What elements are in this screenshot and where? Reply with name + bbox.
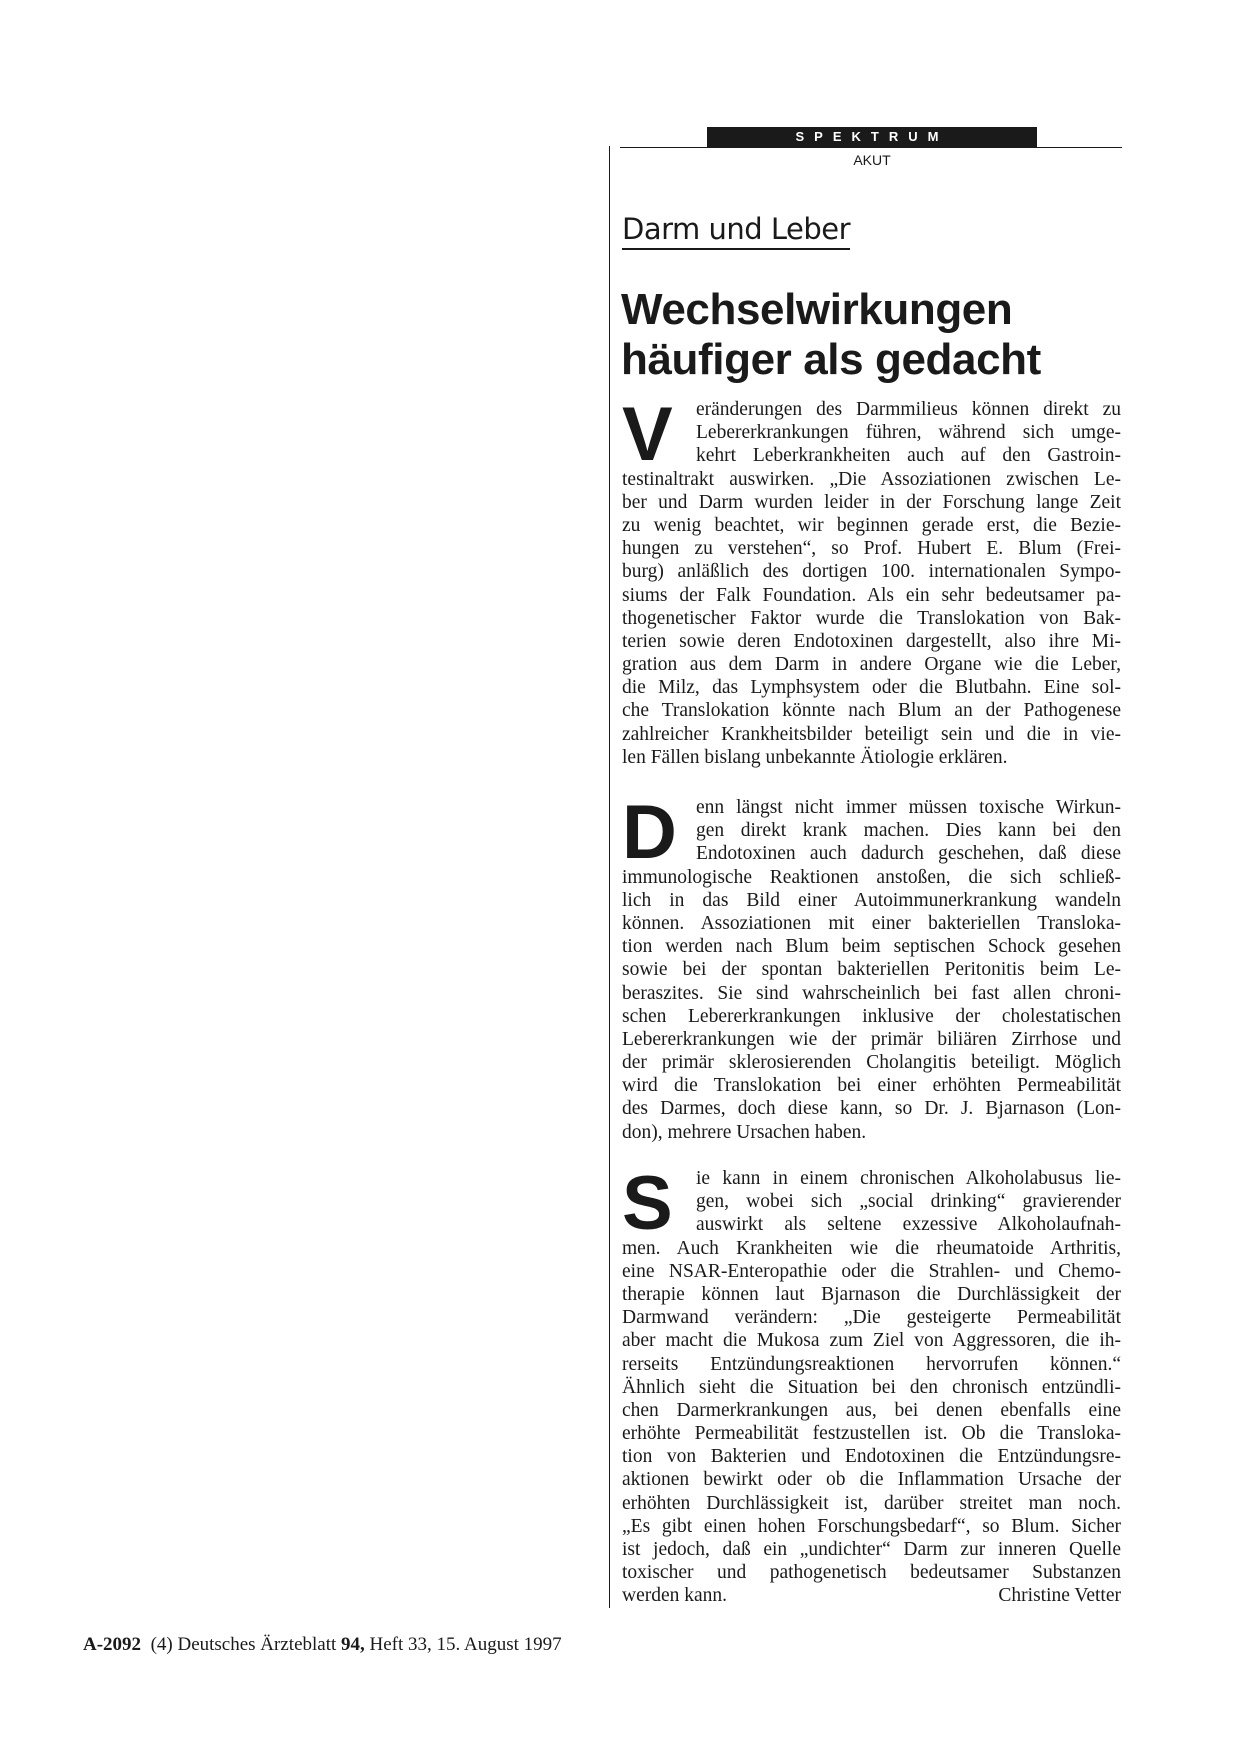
page-number: (4) — [150, 1634, 173, 1655]
paragraph-2 — [622, 790, 1121, 1144]
text-line: don), mehrere Ursachen haben. — [622, 1121, 867, 1143]
text-line: testinaltrakt auswirken. „Die Assoziationen zwischen Le- — [622, 468, 1121, 490]
headline-line: Wechselwirkungen — [621, 285, 1013, 334]
text-line: Lebererkrankungen wie der primär biliären Zirrhose und — [622, 1028, 1121, 1050]
text-line: rerseits Entzündungsreaktionen hervorrufen können.“ — [622, 1353, 1121, 1375]
text-line: zahlreicher Krankheitsbilder beteiligt sein und die in vie- — [622, 723, 1121, 745]
drop-cap: S — [622, 1161, 673, 1246]
text-line: aktionen bewirkt oder ob die Inflammation Ursache der — [622, 1469, 1121, 1491]
headline-line: häufiger als gedacht — [621, 335, 1041, 384]
journal-name: Deutsches Ärzteblatt — [177, 1634, 337, 1655]
closing-line — [622, 1584, 1121, 1607]
text-line: therapie können laut Bjarnason die Durchlässigkeit der — [622, 1283, 1121, 1305]
text-line: werden kann. — [622, 1585, 728, 1607]
paragraph-1 — [622, 392, 1121, 769]
text-line: terien sowie deren Endotoxinen dargestellt, also ihre Mi- — [622, 630, 1121, 652]
text-line: tion werden nach Blum beim septischen Schock gesehen — [622, 936, 1121, 958]
text-line: siums der Falk Foundation. Als ein sehr bedeutsamer pa- — [622, 584, 1121, 606]
journal-volume: 94, — [341, 1634, 365, 1655]
text-line: schen Lebererkrankungen inklusive der cholestatischen — [622, 1005, 1121, 1027]
page-code: A-2092 — [83, 1634, 142, 1655]
text-line: kehrt Leberkrankheiten auch auf den Gastroin- — [696, 445, 1121, 467]
paragraph-3 — [622, 1161, 1121, 1608]
text-line: lich in das Bild einer Autoimmunerkrankung wandeln — [622, 889, 1121, 911]
text-line: tion von Bakterien und Endotoxinen die Entzündungsre- — [622, 1446, 1121, 1468]
text-line: „Es gibt einen hohen Forschungsbedarf“, so Blum. Sicher — [622, 1515, 1121, 1537]
page-footer — [83, 1634, 562, 1656]
text-line: gen direkt krank machen. Dies kann bei den — [696, 820, 1121, 842]
subsection-label: AKUT — [853, 152, 891, 168]
text-line: hungen zu verstehen“, so Prof. Hubert E. Blum (Frei- — [622, 538, 1121, 560]
text-line: chen Darmerkrankungen aus, bei denen ebenfalls eine — [622, 1399, 1121, 1421]
text-line: erhöhte Permeabilität festzustellen ist. Ob die Transloka- — [622, 1423, 1121, 1445]
text-line: men. Auch Krankheiten wie die rheumatoide Arthritis, — [622, 1237, 1121, 1259]
text-line: ist jedoch, daß ein „undichter“ Darm zur inneren Quelle — [622, 1539, 1121, 1560]
text-line: gration aus dem Darm in andere Organe wie die Leber, — [622, 654, 1121, 676]
text-line: zu wenig beachtet, wir beginnen gerade erst, die Bezie- — [622, 514, 1121, 536]
text-line: eine NSAR-Enteropathie oder die Strahlen- und Chemo- — [622, 1260, 1121, 1282]
text-line: immunologische Reaktionen anstoßen, die sich schließ- — [622, 866, 1121, 888]
text-line: Endotoxinen auch dadurch geschehen, daß diese — [696, 843, 1121, 865]
text-line: enn längst nicht immer müssen toxische Wirkun- — [696, 797, 1121, 818]
issue-date: Heft 33, 15. August 1997 — [369, 1634, 562, 1655]
text-line: gen, wobei sich „social drinking“ gravierender — [696, 1191, 1121, 1213]
text-line: aber macht die Mukosa zum Ziel von Aggressoren, die ih- — [622, 1330, 1121, 1352]
text-line: toxischer und pathogenetisch bedeutsamer Substanzen — [622, 1562, 1121, 1584]
article-kicker: Darm und Leber — [622, 212, 850, 250]
section-header — [620, 127, 1122, 171]
text-line: sowie bei der spontan bakteriellen Peritonitis beim Le- — [622, 959, 1121, 981]
text-line: Ähnlich sieht die Situation bei den chronisch entzündli- — [622, 1376, 1121, 1398]
section-label: SPEKTRUM — [707, 127, 1037, 147]
author-name: Christine Vetter — [998, 1585, 1121, 1607]
text-line: ie kann in einem chronischen Alkoholabusus lie- — [696, 1168, 1121, 1189]
text-line: Lebererkrankungen führen, während sich umge- — [696, 422, 1121, 444]
column-rule — [609, 146, 610, 1608]
text-line: des Darmes, doch diese kann, so Dr. J. Bjarnason (Lon- — [622, 1098, 1121, 1120]
text-line: len Fällen bislang unbekannte Ätiologie erklären. — [622, 746, 1008, 768]
text-line: auswirkt als seltene exzessive Alkoholaufnah- — [696, 1214, 1121, 1236]
text-line: ber und Darm wurden leider in der Forschung lange Zeit — [622, 491, 1121, 513]
text-line: Darmwand verändern: „Die gesteigerte Permeabilität — [622, 1307, 1121, 1329]
text-line: erhöhten Durchlässigkeit ist, darüber streitet man noch. — [622, 1492, 1121, 1514]
text-line: burg) anläßlich des dortigen 100. internationalen Sympo- — [622, 561, 1121, 583]
article-headline — [621, 285, 1121, 385]
text-line: beraszites. Sie sind wahrscheinlich bei fast allen chroni- — [622, 982, 1121, 1004]
header-rule — [620, 147, 1122, 148]
drop-cap: D — [622, 790, 677, 875]
text-line: thogenetischer Faktor wurde die Translokation von Bak- — [622, 607, 1121, 629]
text-line: der primär sklerosierenden Cholangitis beteiligt. Möglich — [622, 1052, 1121, 1074]
text-line: che Translokation könnte nach Blum an der Pathogenese — [622, 700, 1121, 722]
text-line: eränderungen des Darmmilieus können direkt zu — [696, 399, 1121, 420]
text-line: können. Assoziationen mit einer bakteriellen Transloka- — [622, 912, 1121, 934]
text-line: die Milz, das Lymphsystem oder die Blutbahn. Eine sol- — [622, 677, 1121, 699]
text-line: wird die Translokation bei einer erhöhten Permeabilität — [622, 1075, 1121, 1097]
drop-cap: V — [622, 392, 673, 477]
